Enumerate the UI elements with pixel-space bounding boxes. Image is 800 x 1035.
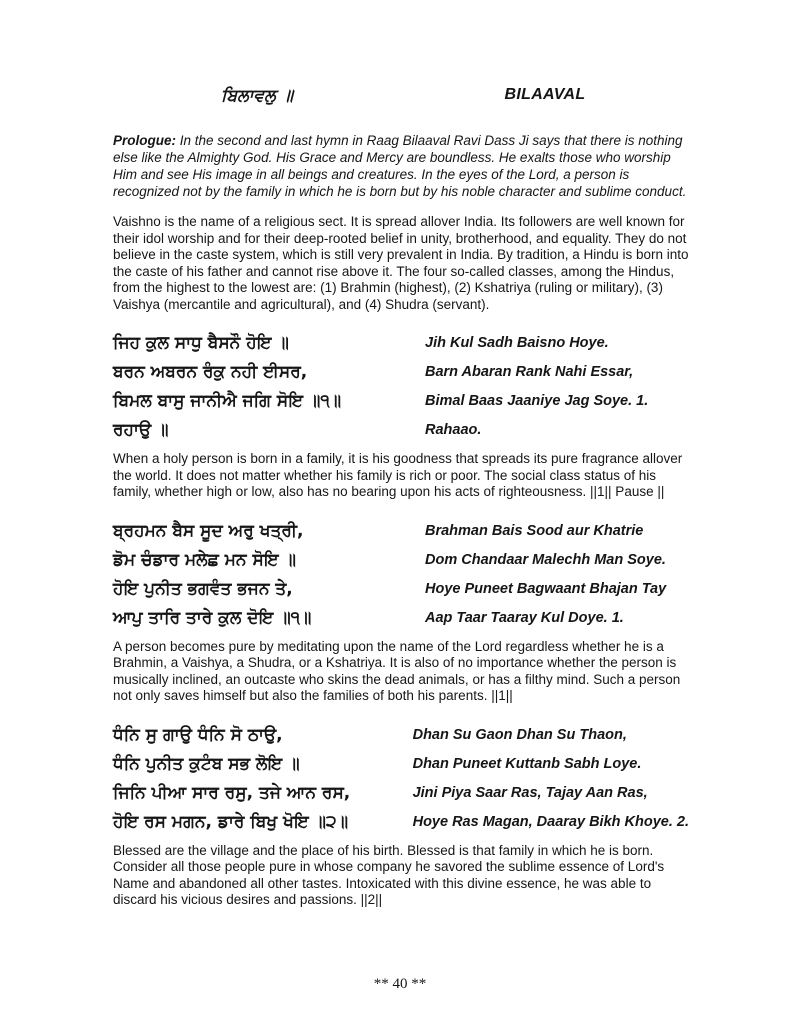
prologue-text: In the second and last hymn in Raag Bilaaval Ravi Dass Ji says that there is nothing else like the Almighty God. His Grace and Mercy are boundless. He exalts those who worship Him and see His image in all beings and creatures. In the eyes of the Lord, a person is recognized not by the family in which he is born but by his noble character and sublime conduct. bbox=[113, 133, 687, 199]
transliteration-column bbox=[425, 329, 689, 445]
transliteration-column bbox=[413, 721, 689, 837]
page-header bbox=[113, 86, 689, 106]
transliteration-line: Rahaao. bbox=[425, 422, 482, 438]
transliteration-line: Dom Chandaar Malechh Man Soye. bbox=[425, 551, 666, 568]
verse-translation-2: A person becomes pure by meditating upon the name of the Lord regardless whether he is a Brahmin, a Vaishya, a Shudra, or a Kshatriya. It is also of no importance whether the person is musically inclined, an outcaste who skins the dead animals, or has a filthy mind. Such a person not only saves himself but also the families of both his parents. ||1|| bbox=[113, 638, 681, 703]
transliteration-line: Hoye Ras Magan, Daaray Bikh Khoye. 2. bbox=[412, 813, 689, 830]
gurmukhi-line: ਆਪੁ ਤਾਰਿ ਤਾਰੇ ਕੁਲ ਦੋਇ ॥੧॥ bbox=[113, 607, 312, 628]
gurmukhi-column bbox=[113, 517, 425, 633]
verse-block-3 bbox=[113, 721, 689, 837]
gurmukhi-line: ਜਿਹ ਕੁਲ ਸਾਧੁ ਬੈਸਨੌ ਹੋਇ ॥ bbox=[113, 333, 289, 353]
transliteration-line: Bimal Baas Jaaniye Jag Soye. 1. bbox=[425, 393, 649, 409]
transliteration-line: Dhan Puneet Kuttanb Sabh Loye. bbox=[412, 755, 642, 772]
transliteration-line: Barn Abaran Rank Nahi Essar, bbox=[425, 364, 634, 380]
gurmukhi-line: ਬਿਮਲ ਬਾਸੁ ਜਾਨੀਐ ਜਗਿ ਸੋਇ ॥੧॥ bbox=[113, 391, 342, 411]
verse-block-2 bbox=[113, 517, 689, 633]
transliteration-line: Jini Piya Saar Ras, Tajay Aan Ras, bbox=[412, 784, 648, 801]
english-raag-title: BILAAVAL bbox=[504, 86, 586, 103]
transliteration-line: Aap Taar Taaray Kul Doye. 1. bbox=[425, 609, 624, 626]
gurmukhi-raag-title: ਬਿਲਾਵਲੁ ॥ bbox=[221, 86, 293, 106]
transliteration-column bbox=[425, 517, 689, 633]
page-content bbox=[113, 86, 689, 925]
prologue-label: Prologue: bbox=[113, 133, 176, 148]
gurmukhi-line: ਜਿਨਿ ਪੀਆ ਸਾਰ ਰਸੁ, ਤਜੇ ਆਨ ਰਸ, bbox=[113, 782, 351, 803]
gurmukhi-line: ਹੋਇ ਪੁਨੀਤ ਭਗਵੰਤ ਭਜਨ ਤੇ, bbox=[113, 578, 293, 599]
verse-block-1 bbox=[113, 329, 689, 445]
gurmukhi-line: ਧੰਨਿ ਸੁ ਗਾਉ ਧੰਨਿ ਸੋ ਠਾਉ, bbox=[113, 724, 283, 745]
verse-translation-1: When a holy person is born in a family, it is his goodness that spreads its pure fragrance allover the world. It does not matter whether his family is rich or poor. The social class status of his family, whether high or low, also has no bearing upon his acts of righteousness. ||1|| Pause || bbox=[113, 451, 683, 499]
gurmukhi-line: ਧੰਨਿ ਪੁਨੀਤ ਕੁਟੰਬ ਸਭ ਲੋਇ ॥ bbox=[113, 753, 300, 774]
transliteration-line: Brahman Bais Sood aur Khatrie bbox=[425, 522, 644, 539]
gurmukhi-column bbox=[113, 329, 425, 445]
gurmukhi-line: ਹੋਇ ਰਸ ਮਗਨ, ਡਾਰੇ ਬਿਖੁ ਖੋਇ ॥੨॥ bbox=[113, 811, 349, 832]
gurmukhi-column bbox=[113, 721, 413, 837]
page-number: ** 40 ** bbox=[373, 976, 427, 992]
gurmukhi-line: ਬ੍ਰਹਮਨ ਬੈਸ ਸੂਦ ਅਰੁ ਖਤ੍ਰੀ, bbox=[113, 520, 304, 541]
verse-translation-3: Blessed are the village and the place of his birth. Blessed is that family in which he is born. Consider all those people pure in whose company he savored the sublime essence of Lord's Name and abandoned all other tastes. Intoxicated with this divine essence, he was able to discard his vicious desires and passions. ||2|| bbox=[113, 842, 665, 907]
prologue-paragraph bbox=[113, 132, 689, 200]
gurmukhi-line: ਬਰਨ ਅਬਰਨ ਰੰਕੁ ਨਹੀ ਈਸਰ, bbox=[113, 362, 308, 382]
transliteration-line: Dhan Su Gaon Dhan Su Thaon, bbox=[412, 726, 627, 743]
transliteration-line: Jih Kul Sadh Baisno Hoye. bbox=[425, 335, 609, 351]
intro-paragraph: Vaishno is the name of a religious sect. It is spread allover India. Its followers are well known for their idol worship and for their deep-rooted belief in unity, brotherhood, and equality. They do not believe in the caste system, which is still very prevalent in India. By tradition, a Hindu is born into the caste of his father and cannot rise above it. The four so-called classes, among the Hindus, from the highest to the lowest are: (1) Brahmin (highest), (2) Kshatriya (ruling or military), (3) Vaishya (mercantile and agricultural), and (4) Shudra (servant). bbox=[113, 214, 689, 312]
transliteration-line: Hoye Puneet Bagwaant Bhajan Tay bbox=[425, 580, 667, 597]
gurmukhi-line: ਰਹਾਉ ॥ bbox=[113, 420, 169, 440]
gurmukhi-line: ਡੋਮ ਚੰਡਾਰ ਮਲੇਛ ਮਨ ਸੋਇ ॥ bbox=[113, 549, 296, 570]
